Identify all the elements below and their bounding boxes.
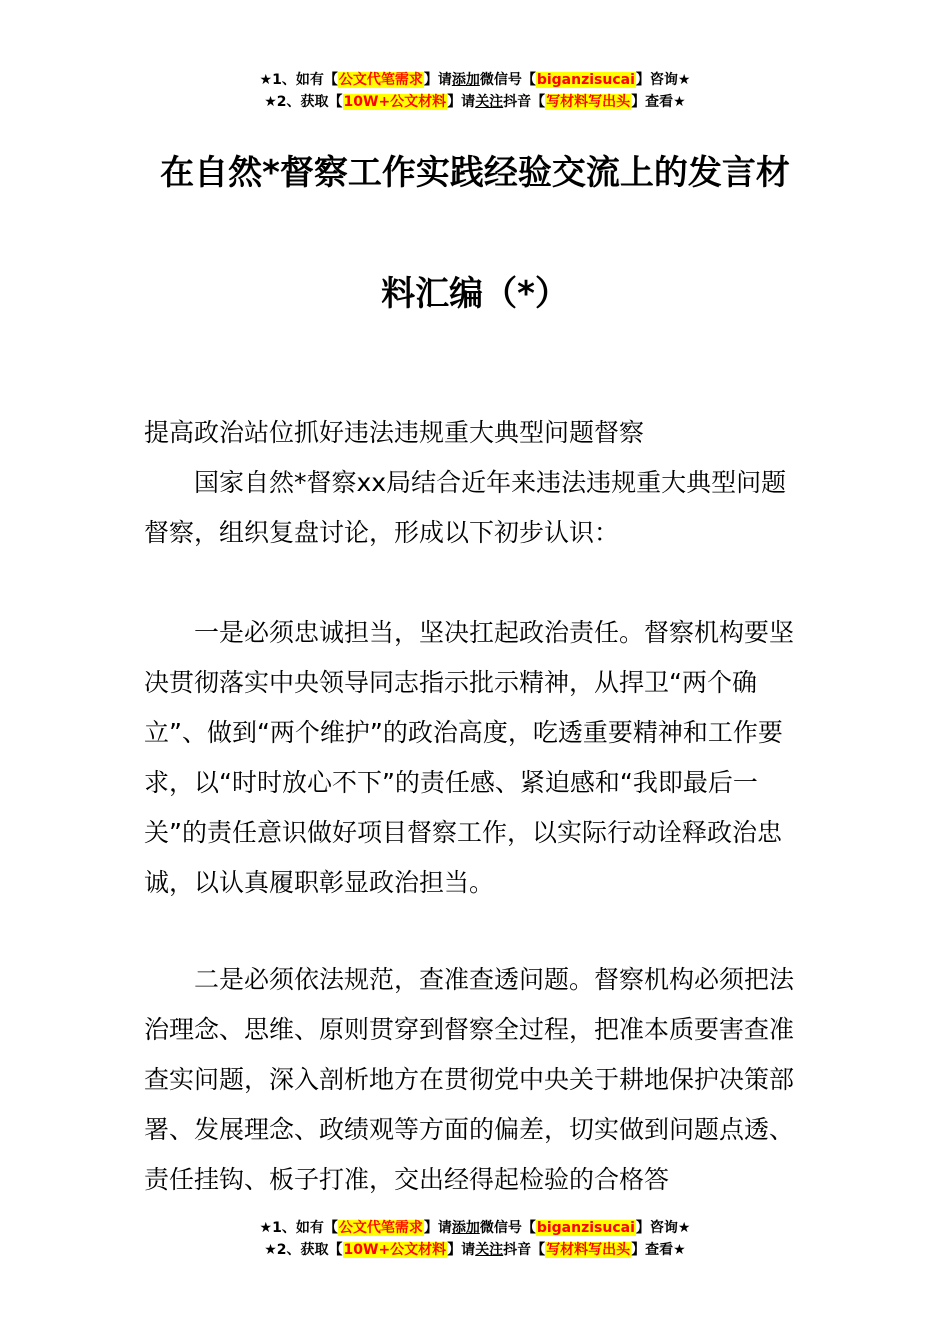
document-title-line-1: 在自然*督察工作实践经验交流上的发言材 [160,153,790,193]
ad-highlight: 公文代笔需求 [338,1220,423,1236]
header-ad-line-1 [0,69,950,91]
ad-highlight: 10W+公文材料 [343,94,447,110]
ad-text: ★1、如有【 [259,72,338,88]
ad-text: 微信号【 [479,72,536,88]
section-subheading: 提高政治站位抓好违法违规重大典型问题督察 [144,418,645,447]
ad-text: 】咨询★ [635,1220,691,1236]
ad-highlight: 公文代笔需求 [338,72,423,88]
ad-text: 】咨询★ [635,72,691,88]
paragraph-text: 国家自然*督察xx局结合近年来违法违规重大典型问题督察，组织复盘讨论，形成以下初步认识： [144,468,787,547]
ad-text: ★2、获取【 [264,1242,343,1258]
ad-underlined: 添加 [451,1220,480,1236]
footer-ad [0,1217,950,1261]
paragraph-text: 一是必须忠诚担当，坚决扛起政治责任。督察机构要坚决贯彻落实中央领导同志指示批示精神，从捍卫“两个确立”、做到“两个维护”的政治高度，吃透重要精神和工作要求，以“时时放心不下”的责任感、紧迫感和“我即最后一关”的责任意识做好项目督察工作，以实际行动诠释政治忠诚，以认真履职彰显政治担当。 [144,618,795,897]
footer-ad-line-2 [0,1239,950,1261]
ad-text: 】请 [447,1242,476,1258]
ad-text: 抖音【 [503,1242,546,1258]
ad-text: 】请 [423,72,452,88]
ad-text: ★1、如有【 [259,1220,338,1236]
ad-highlight: 10W+公文材料 [343,1242,447,1258]
ad-text: 】查看★ [631,94,686,110]
paragraph-intro [144,458,808,558]
paragraph-text: 二是必须依法规范，查准查透问题。督察机构必须把法治理念、思维、原则贯穿到督察全过程，把准本质要害查准查实问题，深入剖析地方在贯彻党中央关于耕地保护决策部署、发展理念、政绩观等方面的偏差，切实做到问题点透、责任挂钩、板子打准，交出经得起检验的合格答 [144,965,795,1194]
header-ad [0,69,950,113]
ad-text: 】查看★ [631,1242,686,1258]
ad-highlight: biganzisucai [536,72,635,88]
ad-highlight: 写材料写出头 [546,94,631,110]
paragraph-point-one [144,608,808,908]
ad-text: ★2、获取【 [264,94,343,110]
ad-highlight: biganzisucai [536,1220,635,1236]
document-title-line-2: 料汇编（*） [381,274,569,314]
ad-text: 】请 [447,94,476,110]
ad-text: 抖音【 [503,94,546,110]
ad-text: 】请 [423,1220,452,1236]
ad-underlined: 关注 [475,94,504,110]
ad-highlight: 写材料写出头 [546,1242,631,1258]
ad-underlined: 关注 [475,1242,504,1258]
ad-text: 微信号【 [479,1220,536,1236]
header-ad-line-2 [0,91,950,113]
footer-ad-line-1 [0,1217,950,1239]
paragraph-point-two [144,955,808,1205]
ad-underlined: 添加 [451,72,480,88]
